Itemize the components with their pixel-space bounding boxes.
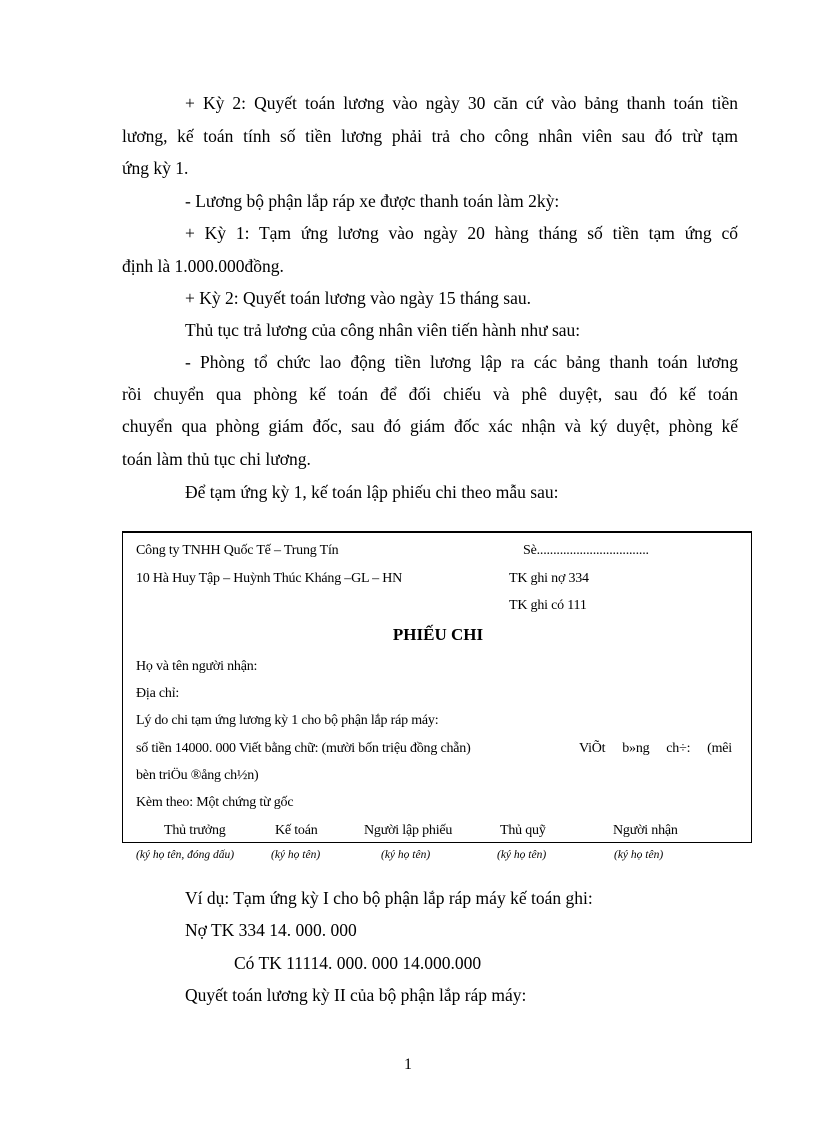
signer-cashier: Thủ quỹ — [500, 823, 546, 838]
page-number: 1 — [404, 1056, 412, 1073]
paragraph-line: + Kỳ 2: Quyết toán lương vào ngày 30 căn cứ vào bảng thanh toán tiền — [185, 93, 738, 113]
paragraph-line: lương, kế toán tính số tiền lương phải trả cho công nhân viên sau đó trừ tạm — [122, 126, 738, 146]
debit-account: TK ghi nợ 334 — [509, 571, 589, 586]
paragraph-line: định là 1.000.000đồng. — [122, 256, 284, 276]
paragraph-line: - Phòng tổ chức lao động tiền lương lập ra các bảng thanh toán lương — [185, 352, 738, 372]
amount-line: số tiền 14000. 000 Viết bằng chữ: (mười bốn triệu đồng chẵn) — [136, 741, 471, 756]
paragraph-line: chuyển qua phòng giám đốc, sau đó giám đốc xác nhận và ký duyệt, phòng kế — [122, 416, 738, 436]
sign-note: (ký họ tên) — [497, 849, 547, 861]
debit-entry: Nợ TK 334 14. 000. 000 — [185, 920, 357, 940]
amount-words-garbled-cont: bèn triÖu ®ång ch½n) — [136, 768, 259, 783]
reason-line: Lý do chi tạm ứng lương kỳ 1 cho bộ phận lắp ráp máy: — [136, 713, 439, 728]
paragraph-line: Thủ tục trả lương của công nhân viên tiến hành như sau: — [185, 320, 581, 340]
paragraph-line: - Lương bộ phận lắp ráp xe được thanh toán làm 2kỳ: — [185, 191, 560, 211]
sign-note: (ký họ tên, đóng dấu) — [136, 849, 235, 861]
sign-note: (ký họ tên) — [271, 849, 321, 861]
credit-entry: Có TK 11114. 000. 000 14.000.000 — [234, 953, 482, 973]
paragraph-line: + Kỳ 2: Quyết toán lương vào ngày 15 tháng sau. — [185, 288, 531, 308]
payment-voucher-form — [122, 531, 752, 843]
sign-note: (ký họ tên) — [381, 849, 431, 861]
company-name: Công ty TNHH Quốc Tế – Trung Tín — [136, 543, 339, 558]
sign-note: (ký họ tên) — [614, 849, 664, 861]
example-line: Ví dụ: Tạm ứng kỳ I cho bộ phận lắp ráp máy kế toán ghi: — [185, 888, 593, 908]
voucher-number: Sè.................................. — [523, 543, 649, 558]
paragraph-line: rồi chuyển qua phòng kế toán để đối chiếu và phê duyệt, sau đó kế toán — [122, 384, 738, 404]
credit-account: TK ghi có 111 — [509, 598, 587, 613]
settlement-line: Quyết toán lương kỳ II của bộ phận lắp ráp máy: — [185, 985, 527, 1005]
company-address: 10 Hà Huy Tập – Huỳnh Thúc Kháng –GL – HN — [136, 571, 403, 586]
signer-accountant: Kế toán — [275, 823, 318, 838]
paragraph-line: Để tạm ứng kỳ 1, kế toán lập phiếu chi theo mẫu sau: — [185, 482, 559, 502]
attachment-line: Kèm theo: Một chứng từ gốc — [136, 795, 294, 810]
recipient-label: Họ và tên người nhận: — [136, 659, 258, 674]
paragraph-line: + Kỳ 1: Tạm ứng lương vào ngày 20 hàng tháng số tiền tạm ứng cố — [185, 223, 738, 243]
voucher-title: PHIẾU CHI — [392, 625, 484, 644]
signer-preparer: Người lập phiếu — [364, 823, 453, 838]
amount-words-garbled: ViÕt b»ng ch÷: (mêi — [579, 741, 732, 756]
signer-director: Thủ trưởng — [164, 823, 226, 838]
paragraph-line: ứng kỳ 1. — [122, 158, 189, 178]
signer-recipient: Người nhận — [613, 823, 678, 838]
address-label: Địa chỉ: — [136, 686, 180, 701]
paragraph-line: toán làm thủ tục chi lương. — [122, 449, 311, 469]
